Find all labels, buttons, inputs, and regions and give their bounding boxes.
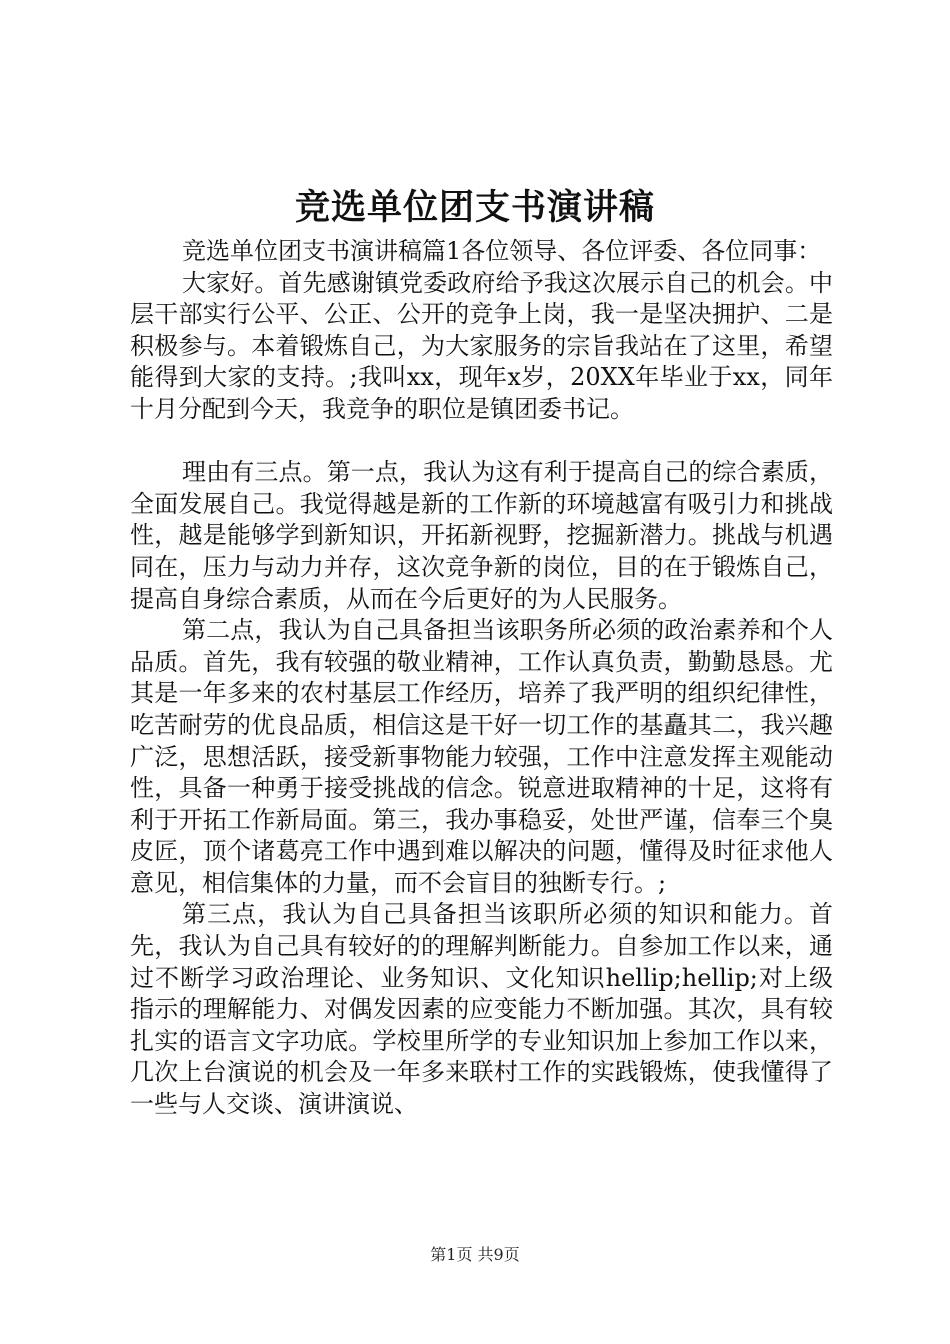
paragraph-reason-2: 第二点，我认为自己具备担当该职务所必须的政治素养和个人品质。首先，我有较强的敬业精神，工作认真负责，勤勤恳恳。尤其是一年多来的农村基层工作经历，培养了我严明的组织纪律性，吃苦耐劳的优良品质，相信这是干好一切工作的基矗其二，我兴趣广泛，思想活跃，接受新事物能力较强，工作中注意发挥主观能动性，具备一种勇于接受挑战的信念。锐意进取精神的十足，这将有利于开拓工作新局面。第三，我办事稳妥，处世严谨，信奉三个臭皮匠，顶个诸葛亮工作中遇到难以解决的问题，懂得及时征求他人意见，相信集体的力量，而不会盲目的独断专行。; bbox=[130, 616, 833, 897]
paragraph-spacer bbox=[130, 426, 833, 458]
paragraph-greeting: 大家好。首先感谢镇党委政府给予我这次展示自己的机会。中层干部实行公平、公正、公开的竞争上岗，我一是坚决拥护、二是积极参与。本着锻炼自己，为大家服务的宗旨我站在了这里，希望能得到大家的支持。;我叫xx，现年x岁，20XX年毕业于xx，同年十月分配到今天，我竞争的职位是镇团委书记。 bbox=[130, 268, 833, 423]
page-footer: 第1页 共9页 bbox=[430, 1245, 520, 1264]
paragraph-reason-3: 第三点，我认为自己具备担当该职所必须的知识和能力。首先，我认为自己具有较好的的理解判断能力。自参加工作以来，通过不断学习政治理论、业务知识、文化知识hellip;hellip;对上级指示的理解能力、对偶发因素的应变能力不断加强。其次，具有较扎实的语言文字功底。学校里所学的专业知识加上参加工作以来，几次上台演说的机会及一年多来联村工作的实践锻炼，使我懂得了一些与人交谈、演讲演说、 bbox=[130, 900, 833, 1119]
document-body bbox=[130, 236, 833, 1121]
paragraph-reason-1: 理由有三点。第一点，我认为这有利于提高自己的综合素质，全面发展自己。我觉得越是新的工作新的环境越富有吸引力和挑战性，越是能够学到新知识，开拓新视野，挖掘新潜力。挑战与机遇同在，压力与动力并存，这次竞争新的岗位，目的在于锻炼自己，提高自身综合素质，从而在今后更好的为人民服务。 bbox=[130, 458, 833, 613]
paragraph-intro: 竞选单位团支书演讲稿篇1各位领导、各位评委、各位同事： bbox=[182, 237, 822, 265]
document-title: 竞选单位团支书演讲稿 bbox=[294, 187, 655, 228]
